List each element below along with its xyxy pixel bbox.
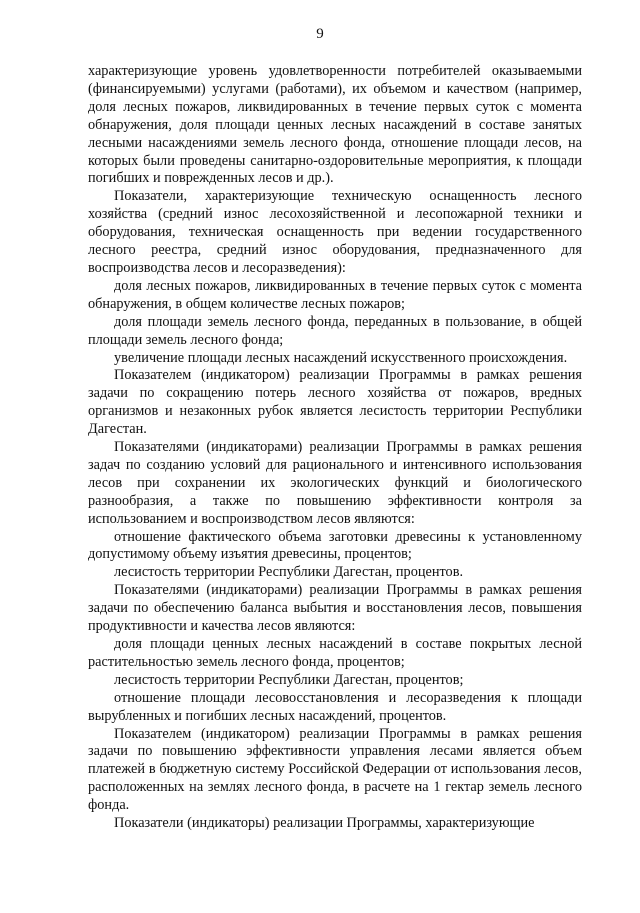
paragraph: Показателями (индикаторами) реализации Программы в рамках решения задач по созданию условий для рационального и интенсивного использования лесов при сохранении их экологических функций и биологического разнообразия, а также по повышению эффективности контроля за использованием и воспроизводством лесов являются: <box>88 439 582 527</box>
list-item: доля площади земель лесного фонда, переданных в пользование, в общей площади земель лесного фонда; <box>88 313 582 348</box>
paragraph: Показателем (индикатором) реализации Программы в рамках решения задачи по сокращению потерь лесного хозяйства от пожаров, вредных организмов и незаконных рубок является лесистость территории Республики Дагестан. <box>88 367 582 438</box>
paragraph: Показателями (индикаторами) реализации Программы в рамках решения задачи по обеспечению баланса выбытия и восстановления лесов, повышения продуктивности и качества лесов являются: <box>88 582 582 635</box>
paragraph: Показатели (индикаторы) реализации Программы, характеризующие <box>114 815 535 832</box>
list-item: увеличение площади лесных насаждений искусственного происхождения. <box>114 349 568 366</box>
list-item: отношение площади лесовосстановления и лесоразведения к площади вырубленных и погибших лесных насаждений, процентов. <box>88 689 582 724</box>
paragraph: Показатели, характеризующие техническую оснащенность лесного хозяйства (средний износ лесохозяйственной и лесопожарной техники и оборудования, техническая оснащенность при ведении государственного лесного реестра, средний износ оборудования, предназначенного для воспроизводства лесов и лесоразведения): <box>88 188 582 276</box>
list-item: отношение фактического объема заготовки древесины к установленному допустимому объему изъятия древесины, процентов; <box>88 528 582 563</box>
paragraph: характеризующие уровень удовлетворенности потребителей оказываемыми (финансируемыми) услугами (работами), их объемом и качеством (например, доля лесных пожаров, ликвидированных в течение первых суток с момента обнаружения, доля площади ценных лесных насаждений в составе занятых лесными насаждениями земель лесного фонда, отношение площади лесов, на которых были проведены санитарно-оздоровительные мероприятия, к площади погибших и поврежденных лесов и др.). <box>88 63 582 187</box>
list-item: лесистость территории Республики Дагестан, процентов; <box>114 671 464 688</box>
paragraph: Показателем (индикатором) реализации Программы в рамках решения задачи по повышению эффективности управления лесами является объем платежей в бюджетную систему Российской Федерации от использования лесов, расположенных на землях лесного фонда, в расчете на 1 гектар земель лесного фонда. <box>88 725 582 814</box>
list-item: доля площади ценных лесных насаждений в составе покрытых лесной растительностью земель лесного фонда, процентов; <box>88 636 582 670</box>
page-body <box>88 63 582 833</box>
list-item: доля лесных пожаров, ликвидированных в течение первых суток с момента обнаружения, в общем количестве лесных пожаров; <box>88 277 582 312</box>
list-item: лесистость территории Республики Дагестан, процентов. <box>114 564 464 581</box>
page-number: 9 <box>316 26 324 42</box>
